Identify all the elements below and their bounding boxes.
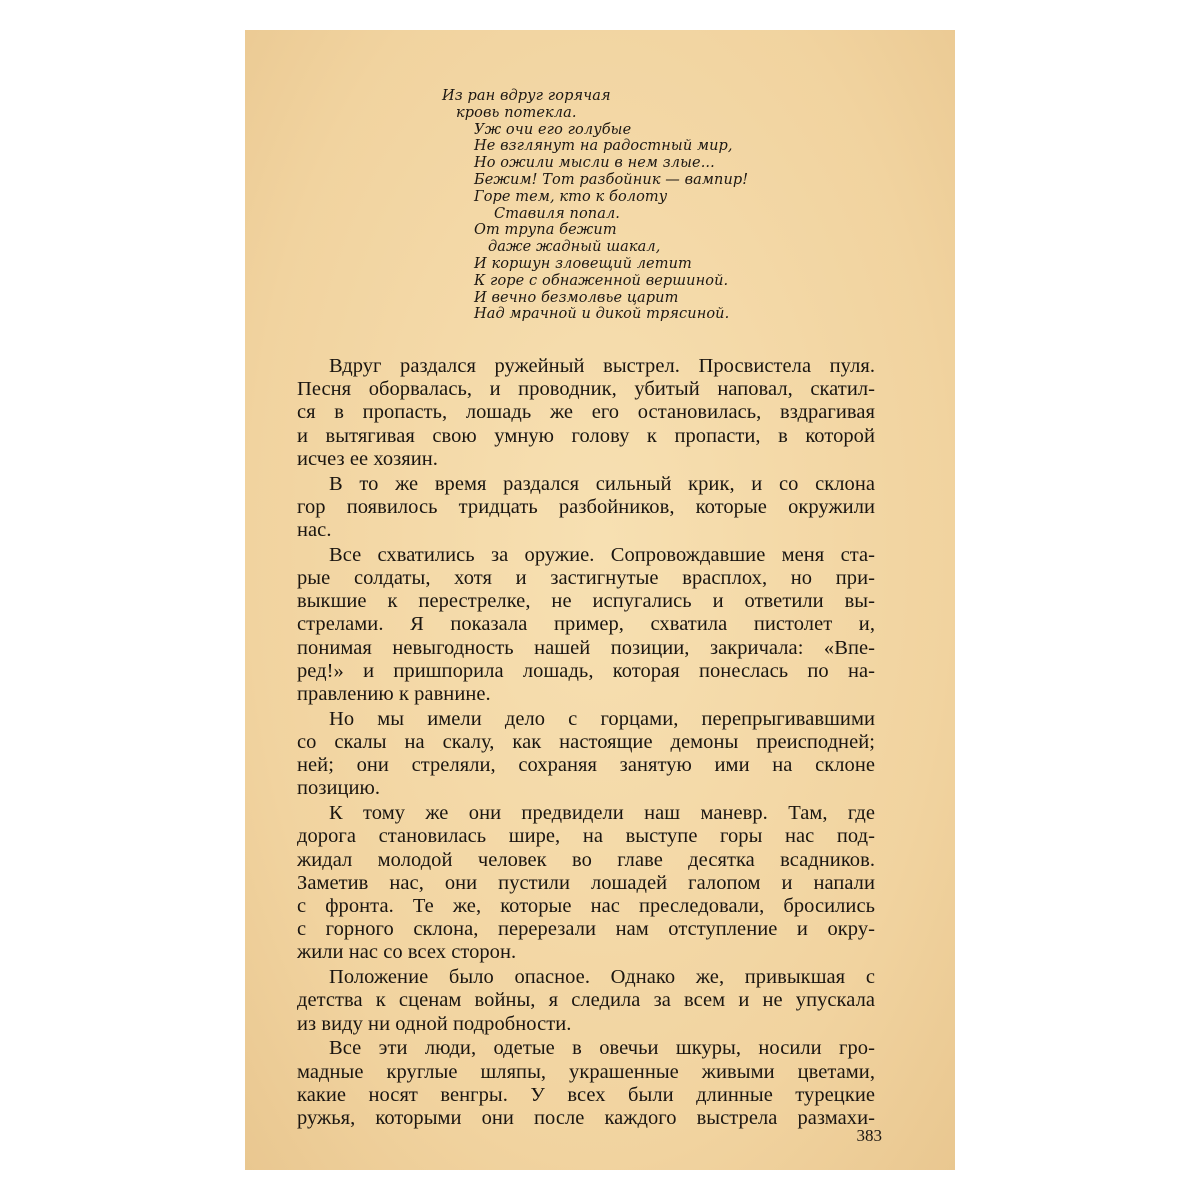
- poem-line: даже жадный шакал,: [488, 239, 661, 256]
- text-line: В то же время раздался сильный крик, и со склона: [329, 472, 875, 495]
- text-line: с фронта. Те же, которые нас преследовали, бросились: [297, 895, 875, 918]
- poem-line: От трупа бежит: [474, 222, 617, 239]
- text-line: жили нас со всех сторон.: [297, 941, 517, 964]
- text-line: и вытягивая свою умную голову к пропасти, в которой: [297, 424, 875, 447]
- page-number: 383: [856, 1126, 882, 1145]
- paragraph: [297, 355, 875, 471]
- text-line: К тому же они предвидели наш маневр. Там, где: [329, 802, 875, 825]
- text-line: гор появилось тридцать разбойников, которые окружили: [297, 495, 875, 518]
- text-line: правлению к равнине.: [297, 683, 491, 706]
- text-line: ружья, которыми они после каждого выстрела размахи-: [297, 1107, 875, 1130]
- text-line: Но мы имели дело с горцами, перепрыгивавшими: [329, 707, 875, 730]
- text-line: Песня оборвалась, и проводник, убитый наповал, скатил-: [297, 378, 875, 401]
- paragraph: [297, 802, 875, 964]
- text-line: из виду ни одной подробности.: [297, 1012, 572, 1035]
- text-line: стрелами. Я показала пример, схватила пистолет и,: [297, 613, 875, 636]
- poem-line: К горе с обнаженной вершиной.: [474, 272, 729, 289]
- poem-line: И вечно безмолвье царит: [474, 289, 679, 306]
- poem-line: Над мрачной и дикой трясиной.: [474, 306, 730, 323]
- paragraph: [297, 473, 875, 543]
- paragraph: [297, 544, 875, 706]
- text-line: ней; они стреляли, сохраняя занятую ими на склоне: [297, 754, 875, 777]
- text-line: Все схватились за оружие. Сопровождавшие меня ста-: [329, 543, 875, 566]
- poem-line: Уж очи его голубые: [474, 121, 632, 138]
- text-line: выкшие к перестрелке, не испугались и ответили вы-: [297, 590, 875, 613]
- text-line: жидал молодой человек во главе десятка всадников.: [297, 848, 875, 871]
- text-line: дорога становилась шире, на выступе горы нас под-: [297, 825, 875, 848]
- paragraph: [297, 1037, 875, 1130]
- poem-line: Из ран вдруг горячая: [442, 88, 611, 104]
- text-line: понимая невыгодность нашей позиции, закричала: «Впе-: [297, 636, 875, 659]
- prose-body: [297, 355, 875, 1132]
- text-line: с горного склона, перерезали нам отступление и окру-: [297, 918, 875, 941]
- text-line: рые солдаты, хотя и застигнутые врасплох, но при-: [297, 567, 875, 590]
- text-line: ся в пропасть, лошадь же его остановилась, вздрагивая: [297, 401, 875, 424]
- text-line: Все эти люди, одетые в овечьи шкуры, носили гро-: [329, 1037, 875, 1060]
- text-line: Положение было опасное. Однако же, привыкшая с: [329, 966, 875, 989]
- text-line: со скалы на скалу, как настоящие демоны преисподней;: [297, 731, 875, 754]
- text-line: позицию.: [297, 777, 381, 800]
- text-line: какие носят венгры. У всех были длинные турецкие: [297, 1083, 875, 1106]
- poem-line: Бежим! Тот разбойник — вампир!: [474, 171, 749, 188]
- text-line: исчез ее хозяин.: [297, 447, 438, 470]
- poem-block: [442, 88, 862, 323]
- text-line: детства к сценам войны, я следила за всем и не упускала: [297, 989, 875, 1012]
- poem-line: Горе тем, кто к болоту: [474, 188, 668, 205]
- text-line: нас.: [297, 519, 332, 542]
- poem-line: Не взглянут на радостный мир,: [474, 138, 733, 155]
- poem-line: кровь потекла.: [456, 104, 577, 121]
- paragraph: [297, 708, 875, 801]
- text-line: мадные круглые шляпы, украшенные живыми цветами,: [297, 1060, 875, 1083]
- poem-line: Ставиля попал.: [494, 205, 621, 222]
- text-line: Заметив нас, они пустили лошадей галопом и напали: [297, 871, 875, 894]
- paragraph: [297, 966, 875, 1036]
- poem-line: И коршун зловещий летит: [474, 255, 692, 272]
- poem-line: Но ожили мысли в нем злые...: [474, 155, 715, 172]
- text-line: ред!» и пришпорила лошадь, которая понеслась по на-: [297, 659, 875, 682]
- book-page: [245, 30, 955, 1170]
- text-line: Вдруг раздался ружейный выстрел. Просвистела пуля.: [329, 355, 875, 377]
